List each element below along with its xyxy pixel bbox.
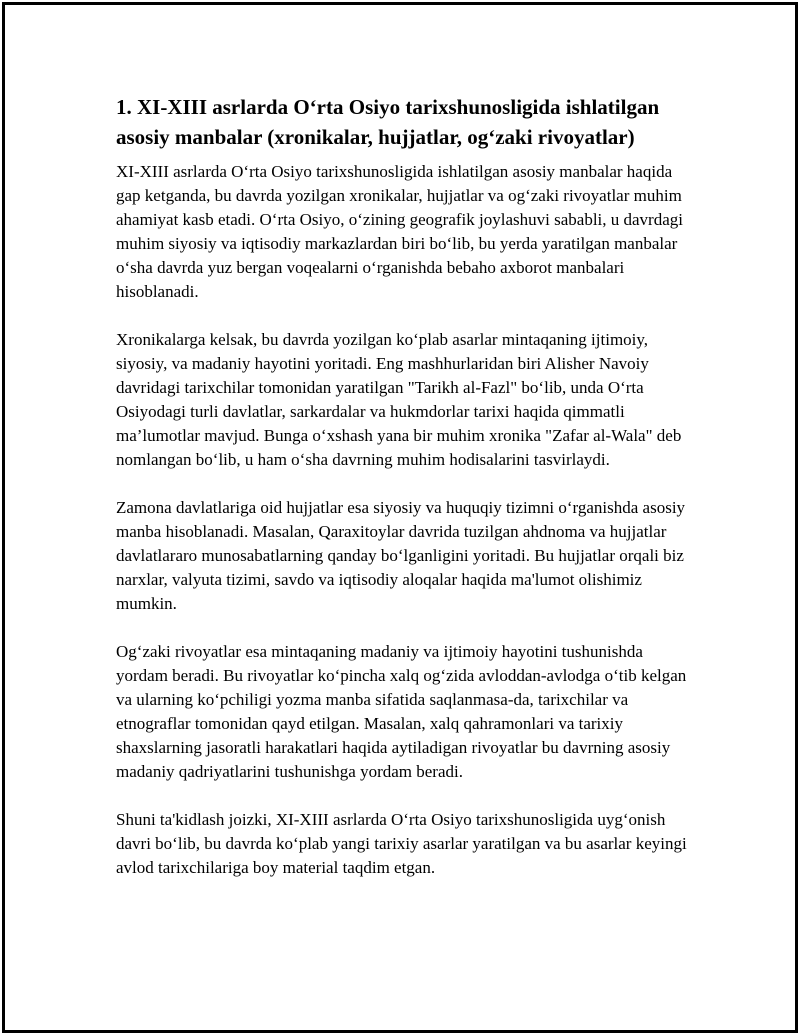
document-body (116, 92, 688, 904)
paragraph-sources-overview: XI-XIII asrlarda O‘rta Osiyo tarixshunosligida ishlatilgan asosiy manbalar haqida gap ketganda, bu davrda yozilgan xronikalar, hujjatlar va og‘zaki rivoyatlar muhim ahamiyat kasb etadi. O‘rta Osiyo, o‘zining geografik joylashuvi sababli, u davrdagi muhim siyosiy va iqtisodiy markazlardan biri bo‘lib, bu yerda yaratilgan manbalar o‘sha davrda yuz bergan voqealarni o‘rganishda bebaho axborot manbalari hisoblanadi. (116, 162, 683, 301)
paragraph-documents: Zamona davlatlariga oid hujjatlar esa siyosiy va huquqiy tizimni o‘rganishda asosiy manba hisoblanadi. Masalan, Qaraxitoylar davrida tuzilgan ahdnoma va hujjatlar davlatlararo munosabatlarning qanday bo‘lganligini yoritadi. Bu hujjatlar orqali biz narxlar, valyuta tizimi, savdo va iqtisodiy aloqalar haqida ma'lumot olishimiz mumkin. (116, 498, 686, 613)
paragraph-oral-traditions: Og‘zaki rivoyatlar esa mintaqaning madaniy va ijtimoiy hayotini tushunishda yordam beradi. Bu rivoyatlar ko‘pincha xalq og‘zida avloddan-avlodga o‘tib kelgan va ularning ko‘pchiligi yozma manba sifatida saqlanmasa-da, tarixchilar va etnograflar tomonidan qayd etilgan. Masalan, xalq qahramonlari va tarixiy shaxslarning jasoratli harakatlari haqida aytiladigan rivoyatlar bu davrning asosiy madaniy qadriyatlarini tushunishga yordam beradi. (116, 642, 687, 781)
document-title: 1. XI-XIII asrlarda O‘rta Osiyo tarixshunosligida ishlatilgan asosiy manbalar (xronikalar, hujjatlar, og‘zaki rivoyatlar) (116, 95, 660, 149)
paragraph-chronicles: Xronikalarga kelsak, bu davrda yozilgan ko‘plab asarlar mintaqaning ijtimoiy, siyosiy, va madaniy hayotini yoritadi. Eng mashhurlaridan biri Alisher Navoiy davridagi tarixchilar tomonidan yaratilgan "Tarikh al-Fazl" bo‘lib, unda O‘rta Osiyodagi turli davlatlar, sarkardalar va hukmdorlar tarixi haqida qimmatli ma’lumotlar mavjud. Bunga o‘xshash yana bir muhim xronika "Zafar al-Wala" deb nomlangan bo‘lib, u ham o‘sha davrning muhim hodisalarini tasvirlaydi. (116, 330, 682, 469)
paragraph-conclusion: Shuni ta'kidlash joizki, XI-XIII asrlarda O‘rta Osiyo tarixshunosligida uyg‘onish davri bo‘lib, bu davrda ko‘plab yangi tarixiy asarlar yaratilgan va bu asarlar keyingi avlod tarixchilariga boy material taqdim etgan. (116, 810, 687, 877)
